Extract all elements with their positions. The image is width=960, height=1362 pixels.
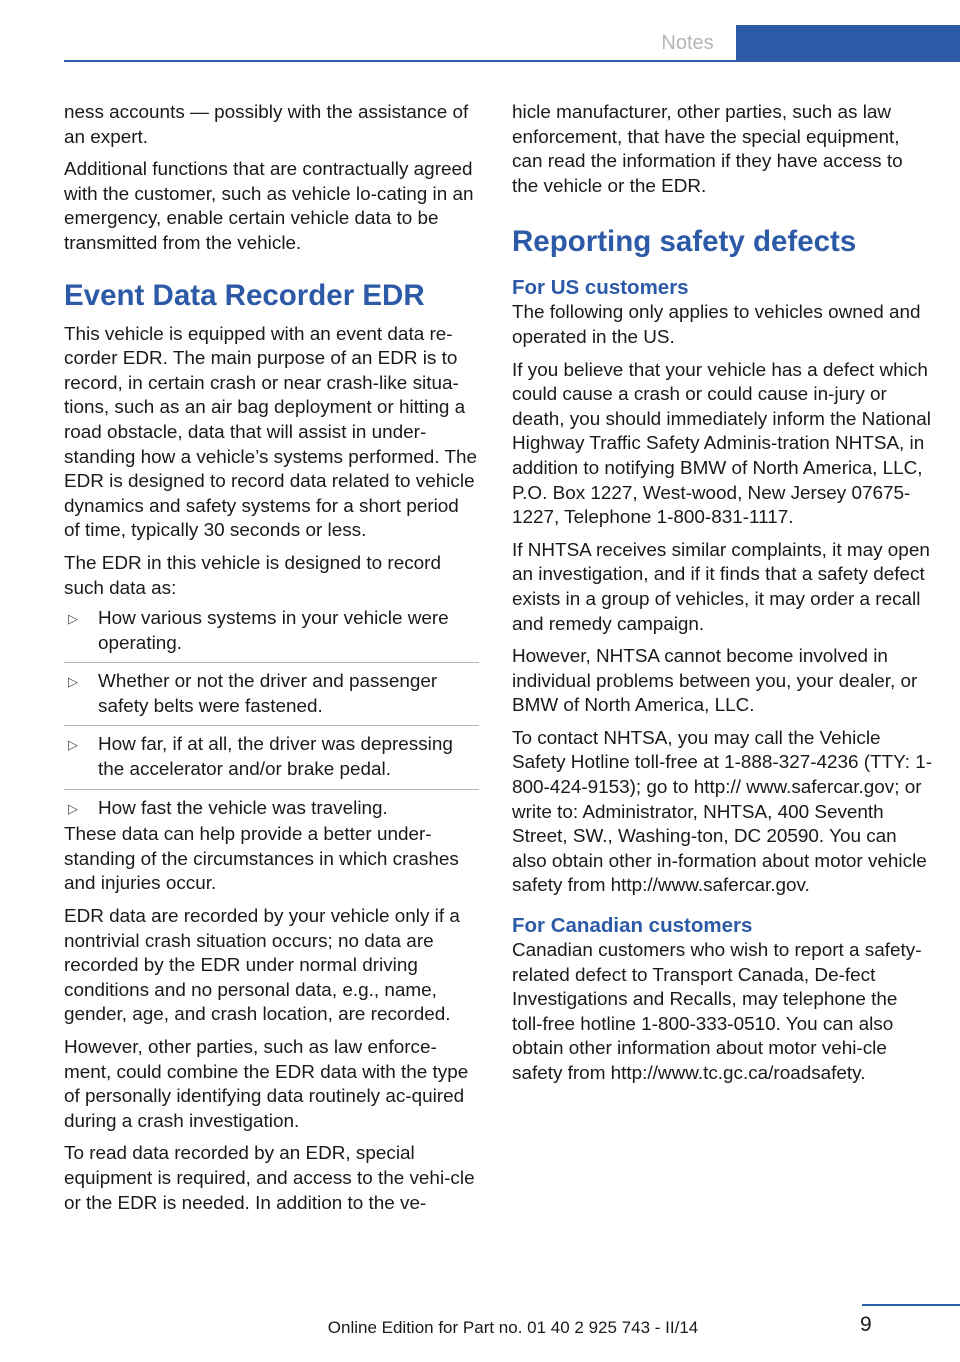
- right-column: [512, 101, 932, 1095]
- paragraph: ness accounts — possibly with the assistance of an expert.: [64, 102, 469, 148]
- list-item: [64, 670, 479, 726]
- list-item-text: How various systems in your vehicle were operating.: [98, 608, 449, 654]
- paragraph: Additional functions that are contractually agreed with the customer, such as vehicle lo‐cating in an emergency, enable certain vehicle data to be transmitted from the vehicle.: [64, 159, 474, 254]
- edr-data-list: [64, 607, 479, 823]
- list-item: [64, 797, 479, 824]
- paragraph: If NHTSA receives similar complaints, it may open an investigation, and if it finds that a safety defect exists in a group of vehicles, it may order a recall and remedy campaign.: [512, 539, 930, 635]
- paragraph: The following only applies to vehicles owned and operated in the US.: [512, 302, 921, 348]
- us-customers-heading: For US customers: [512, 276, 689, 300]
- section-label: Notes: [661, 32, 714, 54]
- paragraph: EDR data are recorded by your vehicle only if a nontrivial crash situation occurs; no data are recorded by the EDR under normal driving conditions and no personal data, e.g., name, gender, age, and crash location, are recorded.: [64, 906, 460, 1026]
- paragraph: These data can help provide a better under‐standing of the circumstances in which crashes and injuries occur.: [64, 824, 459, 895]
- paragraph: Canadian customers who wish to report a safety-related defect to Transport Canada, De‐fect Investigations and Recalls, may telephone the toll-free hotline 1-800-333-0510. You can also obtain other information about motor vehi‐cle safety from http://www.tc.gc.ca/roadsafety.: [512, 940, 922, 1084]
- list-item-text: How far, if at all, the driver was depressing the accelerator and/or brake pedal.: [98, 734, 453, 781]
- safety-defects-heading: Reporting safety defects: [512, 225, 857, 259]
- triangle-bullet-icon: ▷: [68, 674, 78, 690]
- list-item: [64, 607, 479, 663]
- header-accent-block: [736, 25, 960, 62]
- paragraph: To contact NHTSA, you may call the Vehicle Safety Hotline toll-free at 1-888-327-4236 (TTY: 1-800-424-9153); go to http:// www.safercar.gov; or write to: Administrator, NHTSA, 400 Seventh Street, SW., Washing‐ton, DC 20590. You can also obtain other in‐formation about motor vehicle safety from http://www.safercar.gov.: [512, 727, 933, 897]
- triangle-bullet-icon: ▷: [68, 800, 78, 816]
- paragraph: However, NHTSA cannot become involved in individual problems between you, your dealer, or BMW of North America, LLC.: [512, 646, 918, 717]
- edr-heading: Event Data Recorder EDR: [64, 278, 425, 312]
- triangle-bullet-icon: ▷: [68, 737, 78, 753]
- paragraph: However, other parties, such as law enforce‐ment, could combine the EDR data with the type of personally identifying data routinely ac‐quired during a crash investigation.: [64, 1037, 469, 1132]
- paragraph: hicle manufacturer, other parties, such as law enforcement, that have the special equipment, can read the information if they have access to the vehicle or the EDR.: [512, 102, 903, 197]
- left-column: [64, 101, 479, 1224]
- paragraph: To read data recorded by an EDR, special equipment is required, and access to the vehi‐cle or the EDR is needed. In addition to the ve‐: [64, 1143, 475, 1214]
- edition-footer: Online Edition for Part no. 01 40 2 925 743 - II/14: [327, 1318, 699, 1337]
- list-item-text: Whether or not the driver and passenger safety belts were fastened.: [98, 671, 438, 717]
- canadian-customers-heading: For Canadian customers: [512, 914, 753, 938]
- paragraph: The EDR in this vehicle is designed to record such data as:: [64, 552, 441, 599]
- footer-rule: [862, 1304, 960, 1306]
- paragraph: If you believe that your vehicle has a defect which could cause a crash or could cause in‐jury or death, you should immediately inform the National Highway Traffic Safety Adminis‐tration NHTSA, in addition to notifying BMW of North America, LLC, P.O. Box 1227, West‐wood, New Jersey 07675-1227, Telephone 1-800-831-1117.: [512, 359, 931, 529]
- list-item-text: How fast the vehicle was traveling.: [98, 797, 388, 819]
- page-number: 9: [860, 1313, 872, 1336]
- paragraph: This vehicle is equipped with an event data re‐corder EDR. The main purpose of an EDR is to record, in certain crash or near crash-like situa‐tions, such as an air bag deployment or hitting a road obstacle, data that will assist in under‐standing how a vehicle’s systems performed. The EDR is designed to record data related to vehicle dynamics and safety systems for a short period of time, typically 30 seconds or less.: [64, 323, 478, 542]
- list-item: [64, 733, 479, 789]
- triangle-bullet-icon: ▷: [68, 611, 78, 627]
